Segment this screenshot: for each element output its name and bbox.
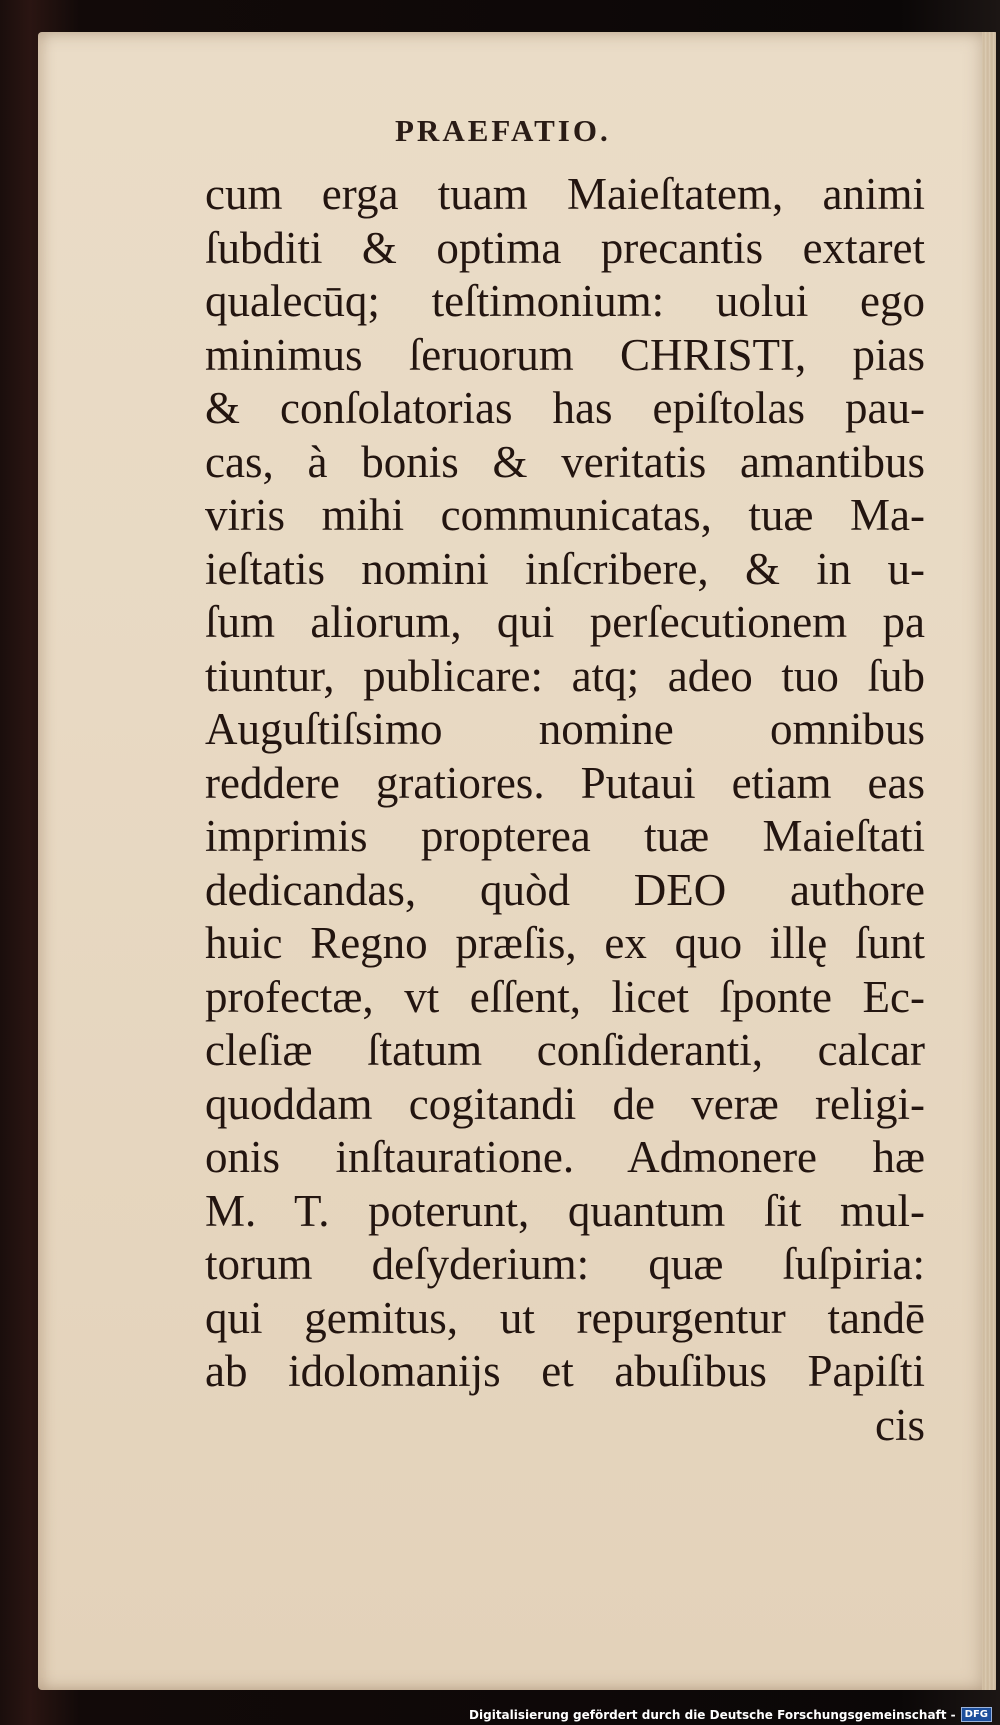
text-line: dedicandas, quòd DEO authore [205, 864, 925, 915]
text-line: torum deſyderium: quæ ſuſpiria: [205, 1239, 925, 1289]
text-line: onis inſtauratione. Admonere hæ [205, 1132, 925, 1182]
text-line: reddere gratiores. Putaui etiam eas [205, 757, 925, 808]
text-line: M. T. poterunt, quantum ſit mul- [205, 1185, 925, 1236]
catchword: cis [875, 1399, 925, 1450]
text-line: cleſiæ ſtatum conſideranti, calcar [205, 1025, 925, 1075]
text-line: imprimis propterea tuæ Maieſtati [205, 811, 925, 861]
body-text [205, 168, 925, 1452]
text-line: ab idolomanijs et abuſibus Papiſti [205, 1346, 925, 1396]
text-line: huic Regno præſis, ex quo illę ſunt [205, 918, 925, 968]
text-line: ſum aliorum, qui perſecutionem pa [205, 597, 925, 647]
text-line: ieſtatis nomini inſcribere, & in u- [205, 543, 925, 594]
page-edge [982, 32, 996, 1690]
text-line: ſubditi & optima precantis extaret [205, 222, 925, 273]
digitization-credit [469, 1707, 992, 1722]
text-line: qualecūq; teſtimonium: uolui ego [205, 276, 925, 326]
text-line: tiuntur, publicare: atq; adeo tuo ſub [205, 650, 925, 701]
text-line: viris mihi communicatas, tuæ Ma- [205, 490, 925, 540]
running-head: PRAEFATIO. [395, 113, 611, 148]
text-line: profectæ, vt eſſent, licet ſponte Ec- [205, 971, 925, 1022]
text-line: quoddam cogitandi de veræ religi- [205, 1078, 925, 1129]
text-line: qui gemitus, ut repurgentur tandē [205, 1292, 925, 1343]
credit-text: Digitalisierung gefördert durch die Deutsche Forschungsgemeinschaft - [469, 1707, 956, 1722]
dfg-logo: DFG [961, 1707, 992, 1722]
text-line: Auguſtiſsimo nomine omnibus [205, 704, 925, 754]
text-line: minimus ſeruorum CHRISTI, pias [205, 329, 925, 380]
text-line: cum erga tuam Maieſtatem, animi [205, 169, 925, 219]
text-line: & conſolatorias has epiſtolas pau- [205, 383, 925, 433]
text-line: cas, à bonis & veritatis amantibus [205, 436, 925, 487]
